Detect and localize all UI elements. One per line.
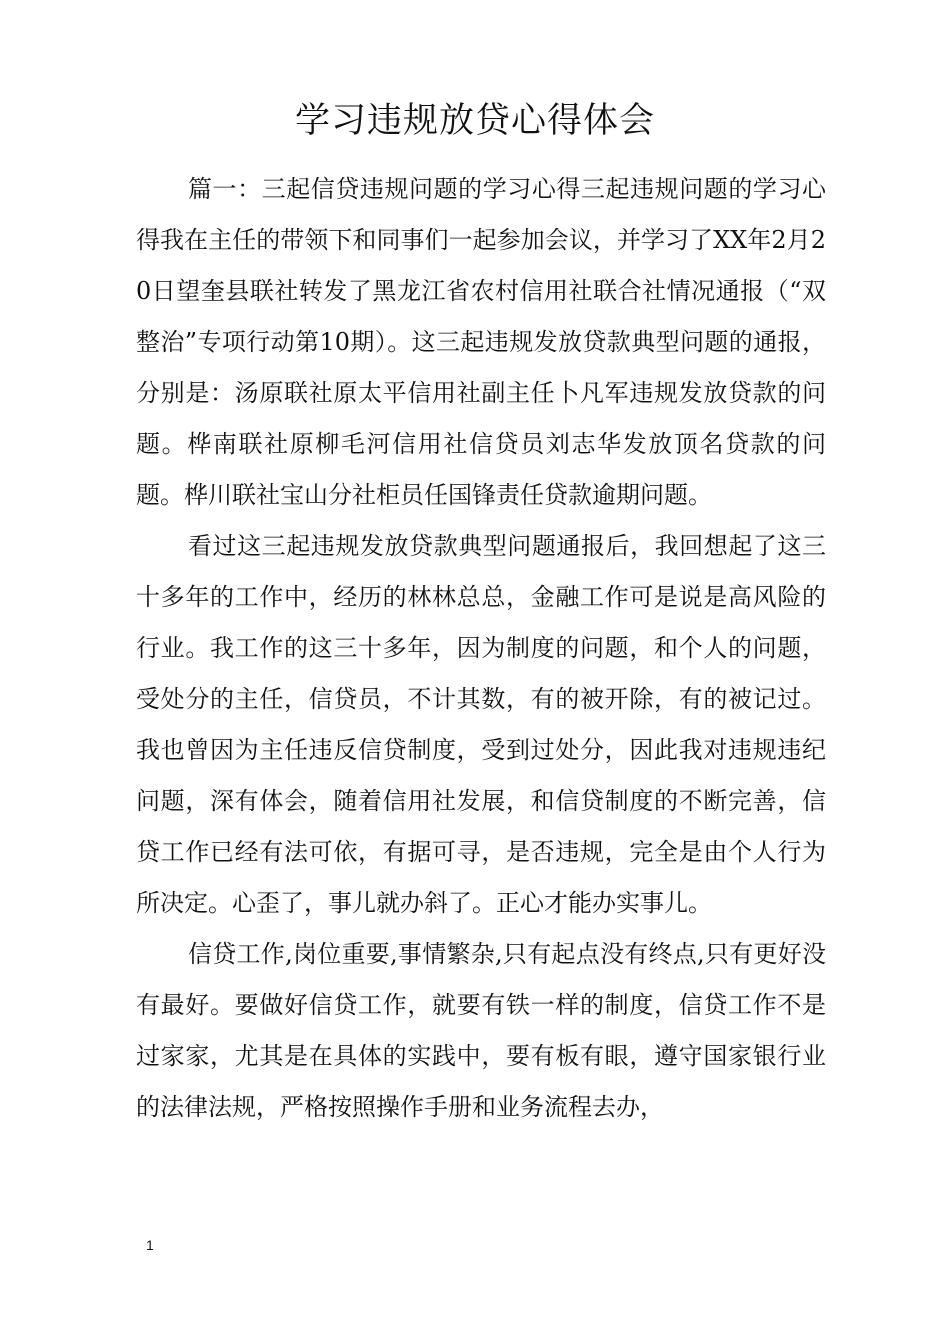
paragraph-3: 信贷工作,岗位重要,事情繁杂,只有起点没有终点,只有更好没有最好。要做好信贷工作，就要有铁一样的制度，信贷工作不是过家家，尤其是在具体的实践中，要有板有眼，遵守国家银行业的法律法规，严格按照操作手册和业务流程去办，: [136, 940, 826, 1121]
document-body: [136, 164, 826, 1133]
page-number: 1: [146, 1237, 154, 1253]
document-title: 学习违规放贷心得体会: [294, 101, 655, 141]
paragraph-1: 篇一：三起信贷违规问题的学习心得三起违规问题的学习心得我在主任的带领下和同事们一起参加会议，并学习了XX年2月20日望奎县联社转发了黑龙江省农村信用社联合社情况通报（“双整治”专项行动第10期）。这三起违规发放贷款典型问题的通报，分别是：汤原联社原太平信用社副主任卜凡军违规发放贷款的问题。桦南联社原柳毛河信用社信贷员刘志华发放顶名贷款的问题。桦川联社宝山分社柜员任国锋责任贷款逾期问题。: [136, 175, 826, 509]
paragraph-2: 看过这三起违规发放贷款典型问题通报后，我回想起了这三十多年的工作中，经历的林林总总，金融工作可是说是高风险的行业。我工作的这三十多年，因为制度的问题，和个人的问题，受处分的主任，信贷员，不计其数，有的被开除，有的被记过。我也曾因为主任违反信贷制度，受到过处分，因此我对违规违纪问题，深有体会，随着信用社发展，和信贷制度的不断完善，信贷工作已经有法可依，有据可寻，是否违规，完全是由个人行为所决定。心歪了，事儿就办斜了。正心才能办实事儿。: [136, 532, 826, 917]
